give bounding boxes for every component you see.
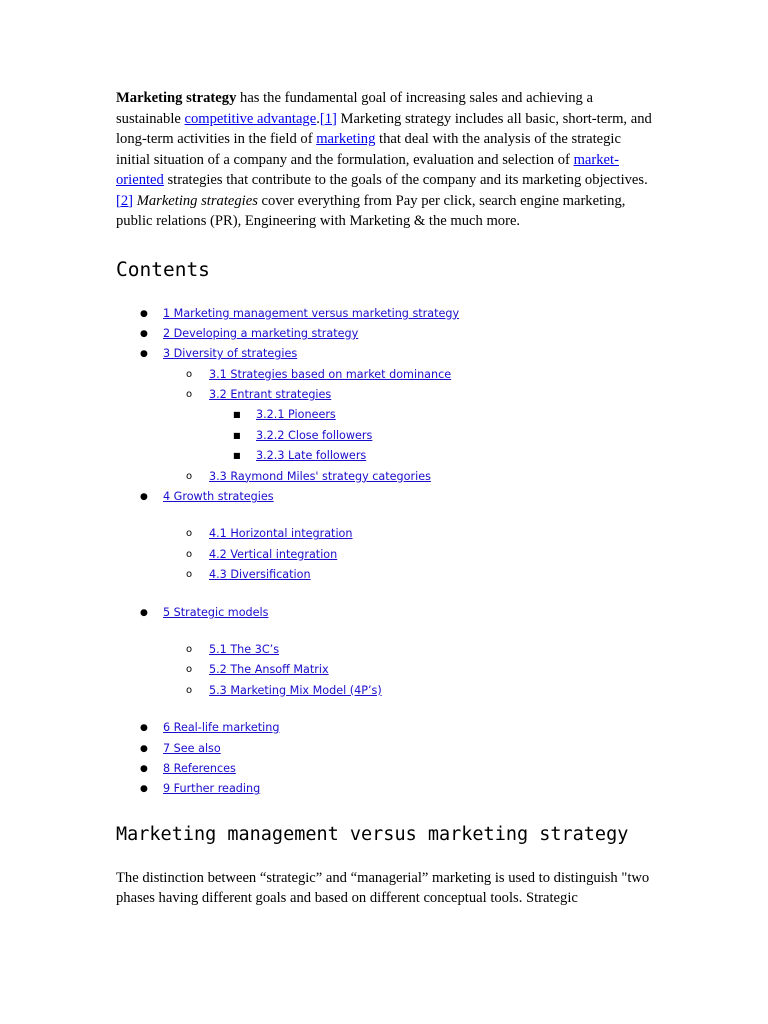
intro-text-3: Marketing strategy includes all basic, short-term, and long-term activities in the field of xyxy=(116,110,652,147)
toc-item xyxy=(116,487,656,507)
bullet-circle-icon: o xyxy=(186,470,193,482)
bullet-circle-icon: o xyxy=(186,664,193,676)
bullet-square-icon: ■ xyxy=(233,410,241,420)
bullet-disc-icon: ● xyxy=(140,743,148,754)
bullet-disc-icon: ● xyxy=(140,349,148,360)
toc-item xyxy=(116,344,656,364)
bullet-circle-icon: o xyxy=(186,389,193,401)
bullet-square-icon: ■ xyxy=(233,430,241,440)
intro-term: Marketing strategy xyxy=(116,90,237,106)
intro-text-4: that deal with the analysis of the strategic initial situation of a company and the formulation, evaluation and selection of xyxy=(116,131,621,168)
toc-item xyxy=(116,385,656,405)
bullet-disc-icon: ● xyxy=(140,723,148,734)
toc-link[interactable]: 4.2 Vertical integration xyxy=(209,547,338,561)
intro-italic: Marketing strategies xyxy=(136,192,258,209)
section-heading: Marketing management versus marketing strategy xyxy=(116,823,629,845)
toc-link[interactable]: 7 See also xyxy=(163,741,221,755)
toc-item xyxy=(116,545,656,565)
bullet-disc-icon: ● xyxy=(140,308,148,319)
toc-link[interactable]: 4.1 Horizontal integration xyxy=(209,527,353,541)
bullet-disc-icon: ● xyxy=(140,784,148,795)
toc-item xyxy=(116,304,656,324)
toc-item xyxy=(116,365,656,385)
toc-link[interactable]: 4.3 Diversification xyxy=(209,568,311,582)
toc-item xyxy=(116,524,656,544)
toc-link[interactable]: 3.2 Entrant strategies xyxy=(209,388,332,402)
bullet-circle-icon: o xyxy=(186,548,193,560)
toc-link[interactable]: 5.1 The 3C’s xyxy=(209,642,280,656)
bullet-circle-icon: o xyxy=(186,368,193,380)
toc-item xyxy=(116,324,656,344)
reference-link-2[interactable]: [2] xyxy=(116,192,134,209)
toc-item xyxy=(116,718,656,738)
toc-link[interactable]: 5.2 The Ansoff Matrix xyxy=(209,663,329,677)
toc-link[interactable]: 1 Marketing management versus marketing strategy xyxy=(163,306,460,320)
toc-item xyxy=(116,603,656,623)
toc-link[interactable]: 3.2.2 Close followers xyxy=(256,428,373,442)
bullet-disc-icon: ● xyxy=(140,607,148,618)
toc-link[interactable]: 3.2.1 Pioneers xyxy=(256,408,336,422)
reference-link-1[interactable]: [1] xyxy=(319,110,337,127)
toc-link[interactable]: 4 Growth strategies xyxy=(163,490,274,504)
link-marketing[interactable]: marketing xyxy=(316,131,376,147)
toc-item xyxy=(116,426,656,446)
toc-item xyxy=(116,405,656,425)
toc-item xyxy=(116,759,656,779)
bullet-disc-icon: ● xyxy=(140,328,148,339)
link-market-oriented[interactable]: market-oriented xyxy=(116,151,619,188)
table-of-contents xyxy=(116,304,656,800)
toc-link[interactable]: 5 Strategic models xyxy=(163,605,269,619)
bullet-disc-icon: ● xyxy=(140,492,148,503)
toc-item xyxy=(116,660,656,680)
intro-text-5: strategies that contribute to the goals of the company and its marketing objectives. xyxy=(163,172,648,188)
toc-item xyxy=(116,565,656,585)
toc-link[interactable]: 3.1 Strategies based on market dominance xyxy=(209,367,452,381)
link-competitive-advantage[interactable]: competitive advantage xyxy=(184,110,317,127)
bullet-circle-icon: o xyxy=(186,684,193,696)
document-page xyxy=(116,88,656,909)
section-paragraph: The distinction between “strategic” and “managerial” marketing is used to distinguish "two phases having different goals and based on different conceptual tools. Strategic xyxy=(116,869,650,907)
toc-item xyxy=(116,779,656,799)
bullet-disc-icon: ● xyxy=(140,763,148,774)
toc-item xyxy=(116,467,656,487)
bullet-circle-icon: o xyxy=(186,643,193,655)
toc-link[interactable]: 3.3 Raymond Miles' strategy categories xyxy=(209,469,431,483)
toc-link[interactable]: 5.3 Marketing Mix Model (4P’s) xyxy=(209,683,382,697)
intro-paragraph xyxy=(116,88,656,232)
intro-text-7: cover everything from Pay per click, search engine marketing, public relations (PR), Engineering with Marketing & the much more. xyxy=(116,192,626,229)
bullet-square-icon: ■ xyxy=(233,451,241,461)
toc-link[interactable]: 2 Developing a marketing strategy xyxy=(163,326,359,340)
bullet-circle-icon: o xyxy=(186,569,193,581)
toc-item xyxy=(116,446,656,466)
contents-heading: Contents xyxy=(116,257,210,281)
toc-link[interactable]: 8 References xyxy=(163,761,236,775)
intro-text-2: . xyxy=(316,110,320,127)
toc-link[interactable]: 3.2.3 Late followers xyxy=(256,449,367,463)
toc-link[interactable]: 3 Diversity of strategies xyxy=(163,347,298,361)
toc-link[interactable]: 9 Further reading xyxy=(163,782,261,796)
toc-link[interactable]: 6 Real-life marketing xyxy=(163,721,280,735)
toc-item xyxy=(116,640,656,660)
bullet-circle-icon: o xyxy=(186,528,193,540)
toc-item xyxy=(116,681,656,701)
toc-item xyxy=(116,739,656,759)
intro-text-1: has the fundamental goal of increasing sales and achieving a sustainable xyxy=(116,90,593,127)
